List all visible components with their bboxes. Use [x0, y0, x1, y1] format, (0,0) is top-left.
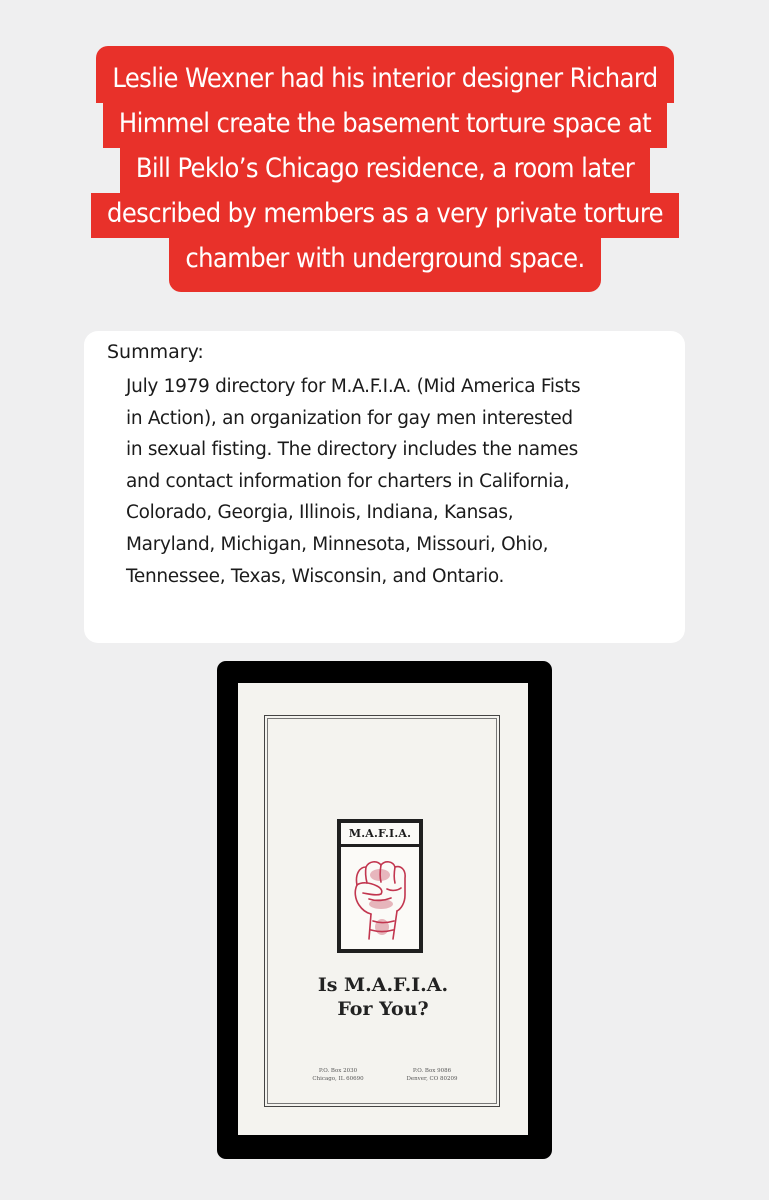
caption-banner [30, 46, 740, 292]
heading-line: Is M.A.F.I.A. [317, 974, 449, 996]
summary-line: Maryland, Michigan, Minnesota, Missouri, Ohio, [126, 533, 549, 555]
summary-line: Tennessee, Texas, Wisconsin, and Ontario. [126, 565, 505, 587]
summary-line: and contact information for charters in California, [126, 470, 570, 492]
document-page [238, 683, 528, 1135]
address-line: Denver, CO 80209 [406, 1076, 458, 1082]
logo-title: M.A.F.I.A. [348, 827, 412, 840]
address-line: P.O. Box 2030 [318, 1068, 358, 1074]
summary-label: Summary: [107, 341, 204, 363]
summary-line: in sexual fisting. The directory includes the names [126, 439, 578, 461]
caption-line: described by members as a very private torture [91, 193, 679, 238]
caption-line: Himmel create the basement torture space at [103, 103, 667, 148]
summary-line: July 1979 directory for M.A.F.I.A. (Mid America Fists [126, 376, 581, 397]
address-chicago [288, 1067, 388, 1083]
document-heading [238, 973, 528, 1021]
caption-line: chamber with underground space. [169, 238, 600, 292]
caption-line: Leslie Wexner had his interior designer Richard [96, 46, 673, 103]
summary-line: Colorado, Georgia, Illinois, Indiana, Kansas, [126, 502, 514, 524]
summary-card [84, 331, 685, 643]
summary-line: in Action), an organization for gay men interested [126, 407, 573, 429]
address-line: P.O. Box 9086 [412, 1068, 452, 1074]
mafia-logo [337, 819, 423, 953]
document-image-frame[interactable] [217, 661, 552, 1159]
logo-divider [341, 844, 419, 847]
address-denver [382, 1067, 482, 1083]
caption-line: Bill Peklo’s Chicago residence, a room later [120, 148, 650, 193]
summary-text [126, 371, 666, 592]
heading-line: For You? [337, 998, 429, 1020]
raised-fist-icon [347, 851, 413, 943]
address-line: Chicago, IL 60690 [312, 1076, 364, 1082]
